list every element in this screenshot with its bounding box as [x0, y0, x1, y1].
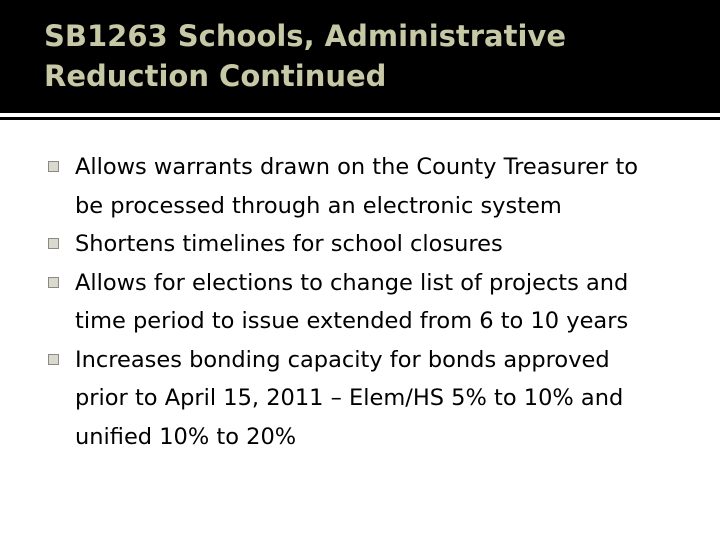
bullet-item: [48, 341, 668, 457]
bullet-list: [48, 148, 668, 456]
bullet-text: Allows for elections to change list of projects and time period to issue extended from 6 to 10 years: [75, 269, 629, 334]
bullet-item: [48, 264, 668, 341]
title-line-2: Reduction Continued: [44, 59, 387, 93]
bullet-item: [48, 225, 668, 264]
bullet-item: [48, 148, 668, 225]
bullet-text: Allows warrants drawn on the County Treasurer to be processed through an electronic system: [75, 154, 639, 219]
square-bullet-icon: [48, 238, 59, 249]
bullet-text: Shortens timelines for school closures: [75, 231, 503, 257]
title-divider: [0, 113, 720, 117]
title-band: [0, 0, 720, 112]
title-line-1: SB1263 Schools, Administrative: [44, 19, 566, 53]
slide-title: [44, 16, 684, 96]
square-bullet-icon: [48, 277, 59, 288]
square-bullet-icon: [48, 354, 59, 365]
bullet-text: Increases bonding capacity for bonds approved prior to April 15, 2011 – Elem/HS 5% to 10% and unified 10% to 20%: [75, 346, 624, 450]
square-bullet-icon: [48, 161, 59, 172]
